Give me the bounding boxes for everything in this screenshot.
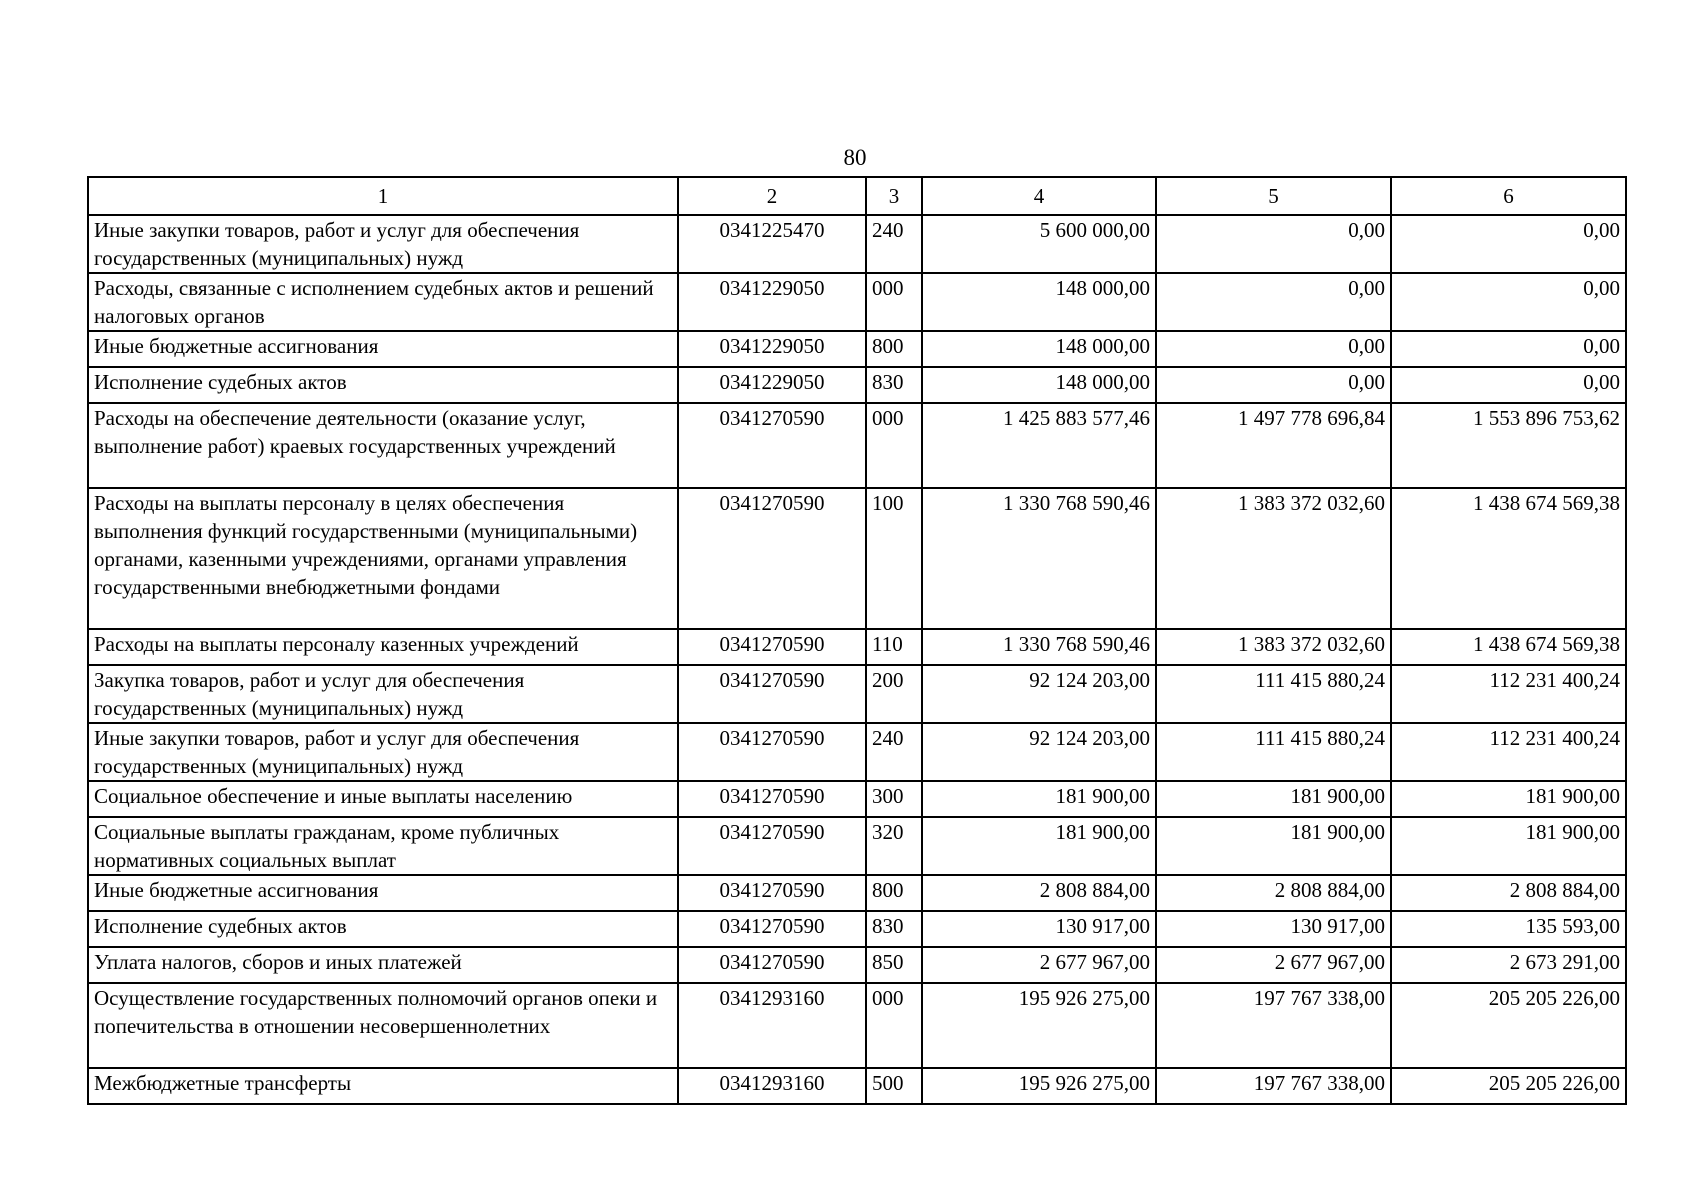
row-name: Уплата налогов, сборов и иных платежей (88, 947, 678, 983)
table-row (88, 367, 1626, 403)
row-code: 0341293160 (678, 983, 866, 1068)
row-vr: 200 (866, 665, 922, 723)
row-value-year2: 111 415 880,24 (1156, 665, 1391, 723)
row-value-year2: 0,00 (1156, 331, 1391, 367)
row-name: Иные закупки товаров, работ и услуг для обеспечения государственных (муниципальных) нужд (88, 215, 678, 273)
table-row (88, 911, 1626, 947)
row-name: Социальные выплаты гражданам, кроме публичных нормативных социальных выплат (88, 817, 678, 875)
table-row (88, 273, 1626, 331)
row-value-year1: 181 900,00 (922, 781, 1156, 817)
row-code: 0341229050 (678, 273, 866, 331)
row-vr: 240 (866, 723, 922, 781)
row-vr: 240 (866, 215, 922, 273)
row-name: Исполнение судебных актов (88, 911, 678, 947)
row-value-year1: 1 330 768 590,46 (922, 629, 1156, 665)
row-name: Закупка товаров, работ и услуг для обеспечения государственных (муниципальных) нужд (88, 665, 678, 723)
row-value-year1: 148 000,00 (922, 273, 1156, 331)
row-value-year1: 148 000,00 (922, 367, 1156, 403)
row-vr: 300 (866, 781, 922, 817)
row-name: Расходы на выплаты персоналу в целях обеспечения выполнения функций государственными (муниципальными) органами, казенными учреждениями, органами управления государственными внебюджетными фондами (88, 488, 678, 629)
row-value-year1: 181 900,00 (922, 817, 1156, 875)
row-value-year2: 181 900,00 (1156, 781, 1391, 817)
row-code: 0341270590 (678, 403, 866, 488)
row-value-year1: 5 600 000,00 (922, 215, 1156, 273)
table-row (88, 488, 1626, 629)
row-name: Социальное обеспечение и иные выплаты населению (88, 781, 678, 817)
table-row (88, 723, 1626, 781)
row-value-year1: 2 808 884,00 (922, 875, 1156, 911)
row-value-year2: 2 677 967,00 (1156, 947, 1391, 983)
row-value-year3: 2 808 884,00 (1391, 875, 1626, 911)
table-row (88, 947, 1626, 983)
row-code: 0341270590 (678, 947, 866, 983)
row-value-year2: 197 767 338,00 (1156, 983, 1391, 1068)
row-value-year2: 1 497 778 696,84 (1156, 403, 1391, 488)
col-header-code: 2 (678, 177, 866, 215)
row-code: 0341270590 (678, 911, 866, 947)
row-name: Иные бюджетные ассигнования (88, 331, 678, 367)
row-value-year3: 135 593,00 (1391, 911, 1626, 947)
row-name: Осуществление государственных полномочий органов опеки и попечительства в отношении несовершеннолетних (88, 983, 678, 1068)
row-value-year2: 1 383 372 032,60 (1156, 488, 1391, 629)
table-row (88, 331, 1626, 367)
row-vr: 320 (866, 817, 922, 875)
row-value-year1: 195 926 275,00 (922, 1068, 1156, 1104)
budget-table (87, 176, 1627, 1105)
row-value-year3: 1 438 674 569,38 (1391, 629, 1626, 665)
row-value-year3: 2 673 291,00 (1391, 947, 1626, 983)
table-row (88, 781, 1626, 817)
row-value-year3: 0,00 (1391, 273, 1626, 331)
row-vr: 100 (866, 488, 922, 629)
row-vr: 850 (866, 947, 922, 983)
row-vr: 830 (866, 367, 922, 403)
col-header-year3: 6 (1391, 177, 1626, 215)
row-value-year2: 181 900,00 (1156, 817, 1391, 875)
row-code: 0341225470 (678, 215, 866, 273)
row-vr: 110 (866, 629, 922, 665)
row-code: 0341270590 (678, 817, 866, 875)
row-value-year3: 112 231 400,24 (1391, 723, 1626, 781)
table-row (88, 665, 1626, 723)
row-vr: 830 (866, 911, 922, 947)
row-code: 0341270590 (678, 665, 866, 723)
table-row (88, 817, 1626, 875)
row-value-year2: 1 383 372 032,60 (1156, 629, 1391, 665)
row-value-year3: 0,00 (1391, 367, 1626, 403)
row-code: 0341229050 (678, 331, 866, 367)
table-row (88, 875, 1626, 911)
row-value-year2: 0,00 (1156, 215, 1391, 273)
row-code: 0341270590 (678, 488, 866, 629)
header-row (88, 177, 1626, 215)
row-value-year3: 1 438 674 569,38 (1391, 488, 1626, 629)
page-number: 80 (843, 145, 867, 170)
row-value-year3: 181 900,00 (1391, 817, 1626, 875)
row-value-year3: 1 553 896 753,62 (1391, 403, 1626, 488)
row-vr: 000 (866, 983, 922, 1068)
table-row (88, 1068, 1626, 1104)
col-header-year1: 4 (922, 177, 1156, 215)
col-header-name: 1 (88, 177, 678, 215)
row-value-year1: 92 124 203,00 (922, 665, 1156, 723)
row-value-year2: 130 917,00 (1156, 911, 1391, 947)
row-value-year2: 111 415 880,24 (1156, 723, 1391, 781)
row-value-year3: 181 900,00 (1391, 781, 1626, 817)
row-vr: 000 (866, 403, 922, 488)
table-row (88, 215, 1626, 273)
row-value-year2: 0,00 (1156, 367, 1391, 403)
row-vr: 800 (866, 875, 922, 911)
row-code: 0341270590 (678, 781, 866, 817)
row-value-year1: 2 677 967,00 (922, 947, 1156, 983)
row-name: Исполнение судебных актов (88, 367, 678, 403)
row-vr: 500 (866, 1068, 922, 1104)
row-name: Расходы, связанные с исполнением судебных актов и решений налоговых органов (88, 273, 678, 331)
row-name: Расходы на выплаты персоналу казенных учреждений (88, 629, 678, 665)
col-header-year2: 5 (1156, 177, 1391, 215)
row-value-year3: 112 231 400,24 (1391, 665, 1626, 723)
table-row (88, 403, 1626, 488)
row-vr: 000 (866, 273, 922, 331)
row-code: 0341270590 (678, 875, 866, 911)
col-header-vr: 3 (866, 177, 922, 215)
row-name: Расходы на обеспечение деятельности (оказание услуг, выполнение работ) краевых государственных учреждений (88, 403, 678, 488)
row-name: Межбюджетные трансферты (88, 1068, 678, 1104)
row-value-year1: 92 124 203,00 (922, 723, 1156, 781)
row-value-year1: 195 926 275,00 (922, 983, 1156, 1068)
table-row (88, 983, 1626, 1068)
row-value-year3: 0,00 (1391, 331, 1626, 367)
row-value-year1: 1 425 883 577,46 (922, 403, 1156, 488)
row-value-year1: 1 330 768 590,46 (922, 488, 1156, 629)
row-code: 0341270590 (678, 629, 866, 665)
row-code: 0341229050 (678, 367, 866, 403)
row-value-year1: 130 917,00 (922, 911, 1156, 947)
row-code: 0341270590 (678, 723, 866, 781)
row-vr: 800 (866, 331, 922, 367)
row-value-year3: 205 205 226,00 (1391, 1068, 1626, 1104)
row-value-year2: 0,00 (1156, 273, 1391, 331)
row-value-year3: 205 205 226,00 (1391, 983, 1626, 1068)
row-value-year1: 148 000,00 (922, 331, 1156, 367)
row-value-year3: 0,00 (1391, 215, 1626, 273)
table-row (88, 629, 1626, 665)
row-name: Иные бюджетные ассигнования (88, 875, 678, 911)
row-value-year2: 2 808 884,00 (1156, 875, 1391, 911)
row-code: 0341293160 (678, 1068, 866, 1104)
row-value-year2: 197 767 338,00 (1156, 1068, 1391, 1104)
row-name: Иные закупки товаров, работ и услуг для обеспечения государственных (муниципальных) нужд (88, 723, 678, 781)
